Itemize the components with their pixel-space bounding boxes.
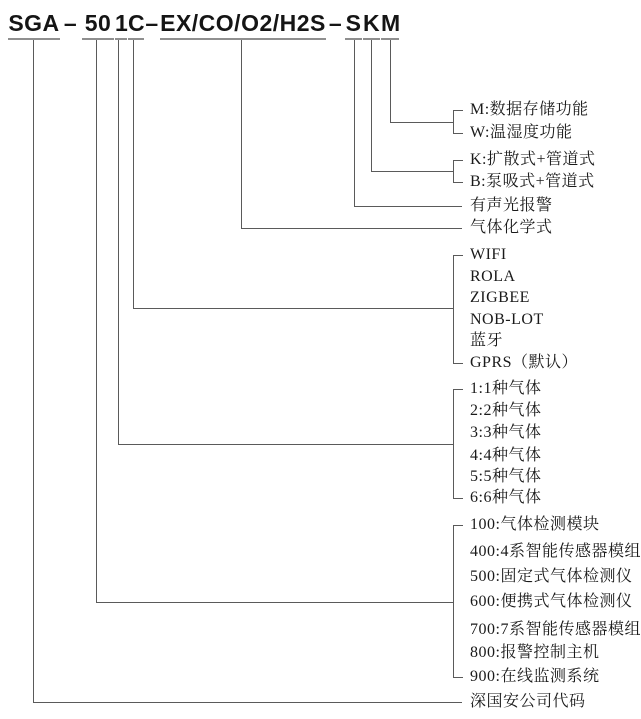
drop-line-function: [390, 40, 391, 122]
comm-option-label: WIFI: [470, 246, 507, 263]
code-comm-letter: C: [128, 8, 144, 40]
comm-option-label: GPRS（默认）: [470, 354, 579, 371]
series-option-label: 900:在线监测系统: [470, 668, 600, 685]
comm-option-label: NOB-LOT: [470, 311, 544, 328]
gas-count-option-label: 1:1种气体: [470, 380, 542, 397]
code-gas-formula: EX/CO/O2/H2S: [160, 8, 326, 40]
bracket-tick: [453, 160, 463, 161]
sampling-option-label: B:泵吸式+管道式: [470, 173, 595, 190]
code-gas-count-digit: 1: [115, 8, 127, 40]
drop-line-alarm: [354, 40, 355, 206]
sampling-option-label: K:扩散式+管道式: [470, 151, 596, 168]
series-option-label: 800:报警控制主机: [470, 644, 600, 661]
bracket-comm: [453, 255, 454, 364]
gas-count-option-label: 3:3种气体: [470, 424, 542, 441]
connector-gas-count: [118, 444, 453, 445]
series-option-label: 700:7系智能传感器模组: [470, 621, 641, 638]
connector-series: [96, 602, 453, 603]
bracket-function: [453, 110, 454, 134]
bracket-series: [453, 525, 454, 678]
bracket-tick: [453, 363, 463, 364]
code-prefix: SGA: [8, 8, 60, 40]
function-option-label: M:数据存储功能: [470, 101, 589, 118]
code-series-digits: 50: [82, 8, 114, 40]
bracket-tick: [453, 525, 463, 526]
code-separator: –: [63, 10, 78, 36]
connector-sampling: [371, 171, 453, 172]
code-sampling-letter: K: [363, 8, 380, 40]
bracket-sampling: [453, 160, 454, 183]
company-code-label: 深国安公司代码: [470, 693, 586, 710]
connector-function: [390, 122, 453, 123]
comm-option-label: 蓝牙: [470, 332, 504, 349]
series-option-label: 500:固定式气体检测仪: [470, 568, 633, 585]
drop-line-gas-formula: [241, 40, 242, 228]
drop-line-sampling: [371, 40, 372, 171]
bracket-tick: [453, 255, 463, 256]
code-separator: –: [328, 10, 343, 36]
comm-option-label: ROLA: [470, 268, 516, 285]
comm-option-label: ZIGBEE: [470, 289, 530, 306]
connector-comm: [133, 308, 453, 309]
connector-gas-formula: [241, 228, 462, 229]
bracket-tick: [453, 498, 463, 499]
function-option-label: W:温湿度功能: [470, 124, 573, 141]
drop-line-prefix: [33, 40, 34, 702]
gas-count-option-label: 6:6种气体: [470, 489, 542, 506]
alarm-label: 有声光报警: [470, 197, 553, 214]
gas-count-option-label: 2:2种气体: [470, 402, 542, 419]
bracket-tick: [453, 389, 463, 390]
connector-alarm: [354, 206, 462, 207]
drop-line-series: [96, 40, 97, 602]
drop-line-gas-count: [118, 40, 119, 444]
code-function-letter: M: [381, 8, 399, 40]
bracket-tick: [453, 182, 463, 183]
drop-line-comm: [133, 40, 134, 308]
code-alarm-letter: S: [345, 8, 362, 40]
bracket-tick: [453, 110, 463, 111]
gas-count-option-label: 5:5种气体: [470, 468, 542, 485]
series-option-label: 400:4系智能传感器模组: [470, 543, 641, 560]
code-separator: –: [145, 10, 159, 36]
bracket-tick: [453, 677, 463, 678]
series-option-label: 600:便携式气体检测仪: [470, 593, 633, 610]
series-option-label: 100:气体检测模块: [470, 516, 600, 533]
gas-formula-label: 气体化学式: [470, 219, 553, 236]
bracket-gas-count: [453, 389, 454, 499]
bracket-tick: [453, 133, 463, 134]
gas-count-option-label: 4:4种气体: [470, 447, 542, 464]
connector-company: [33, 702, 462, 703]
